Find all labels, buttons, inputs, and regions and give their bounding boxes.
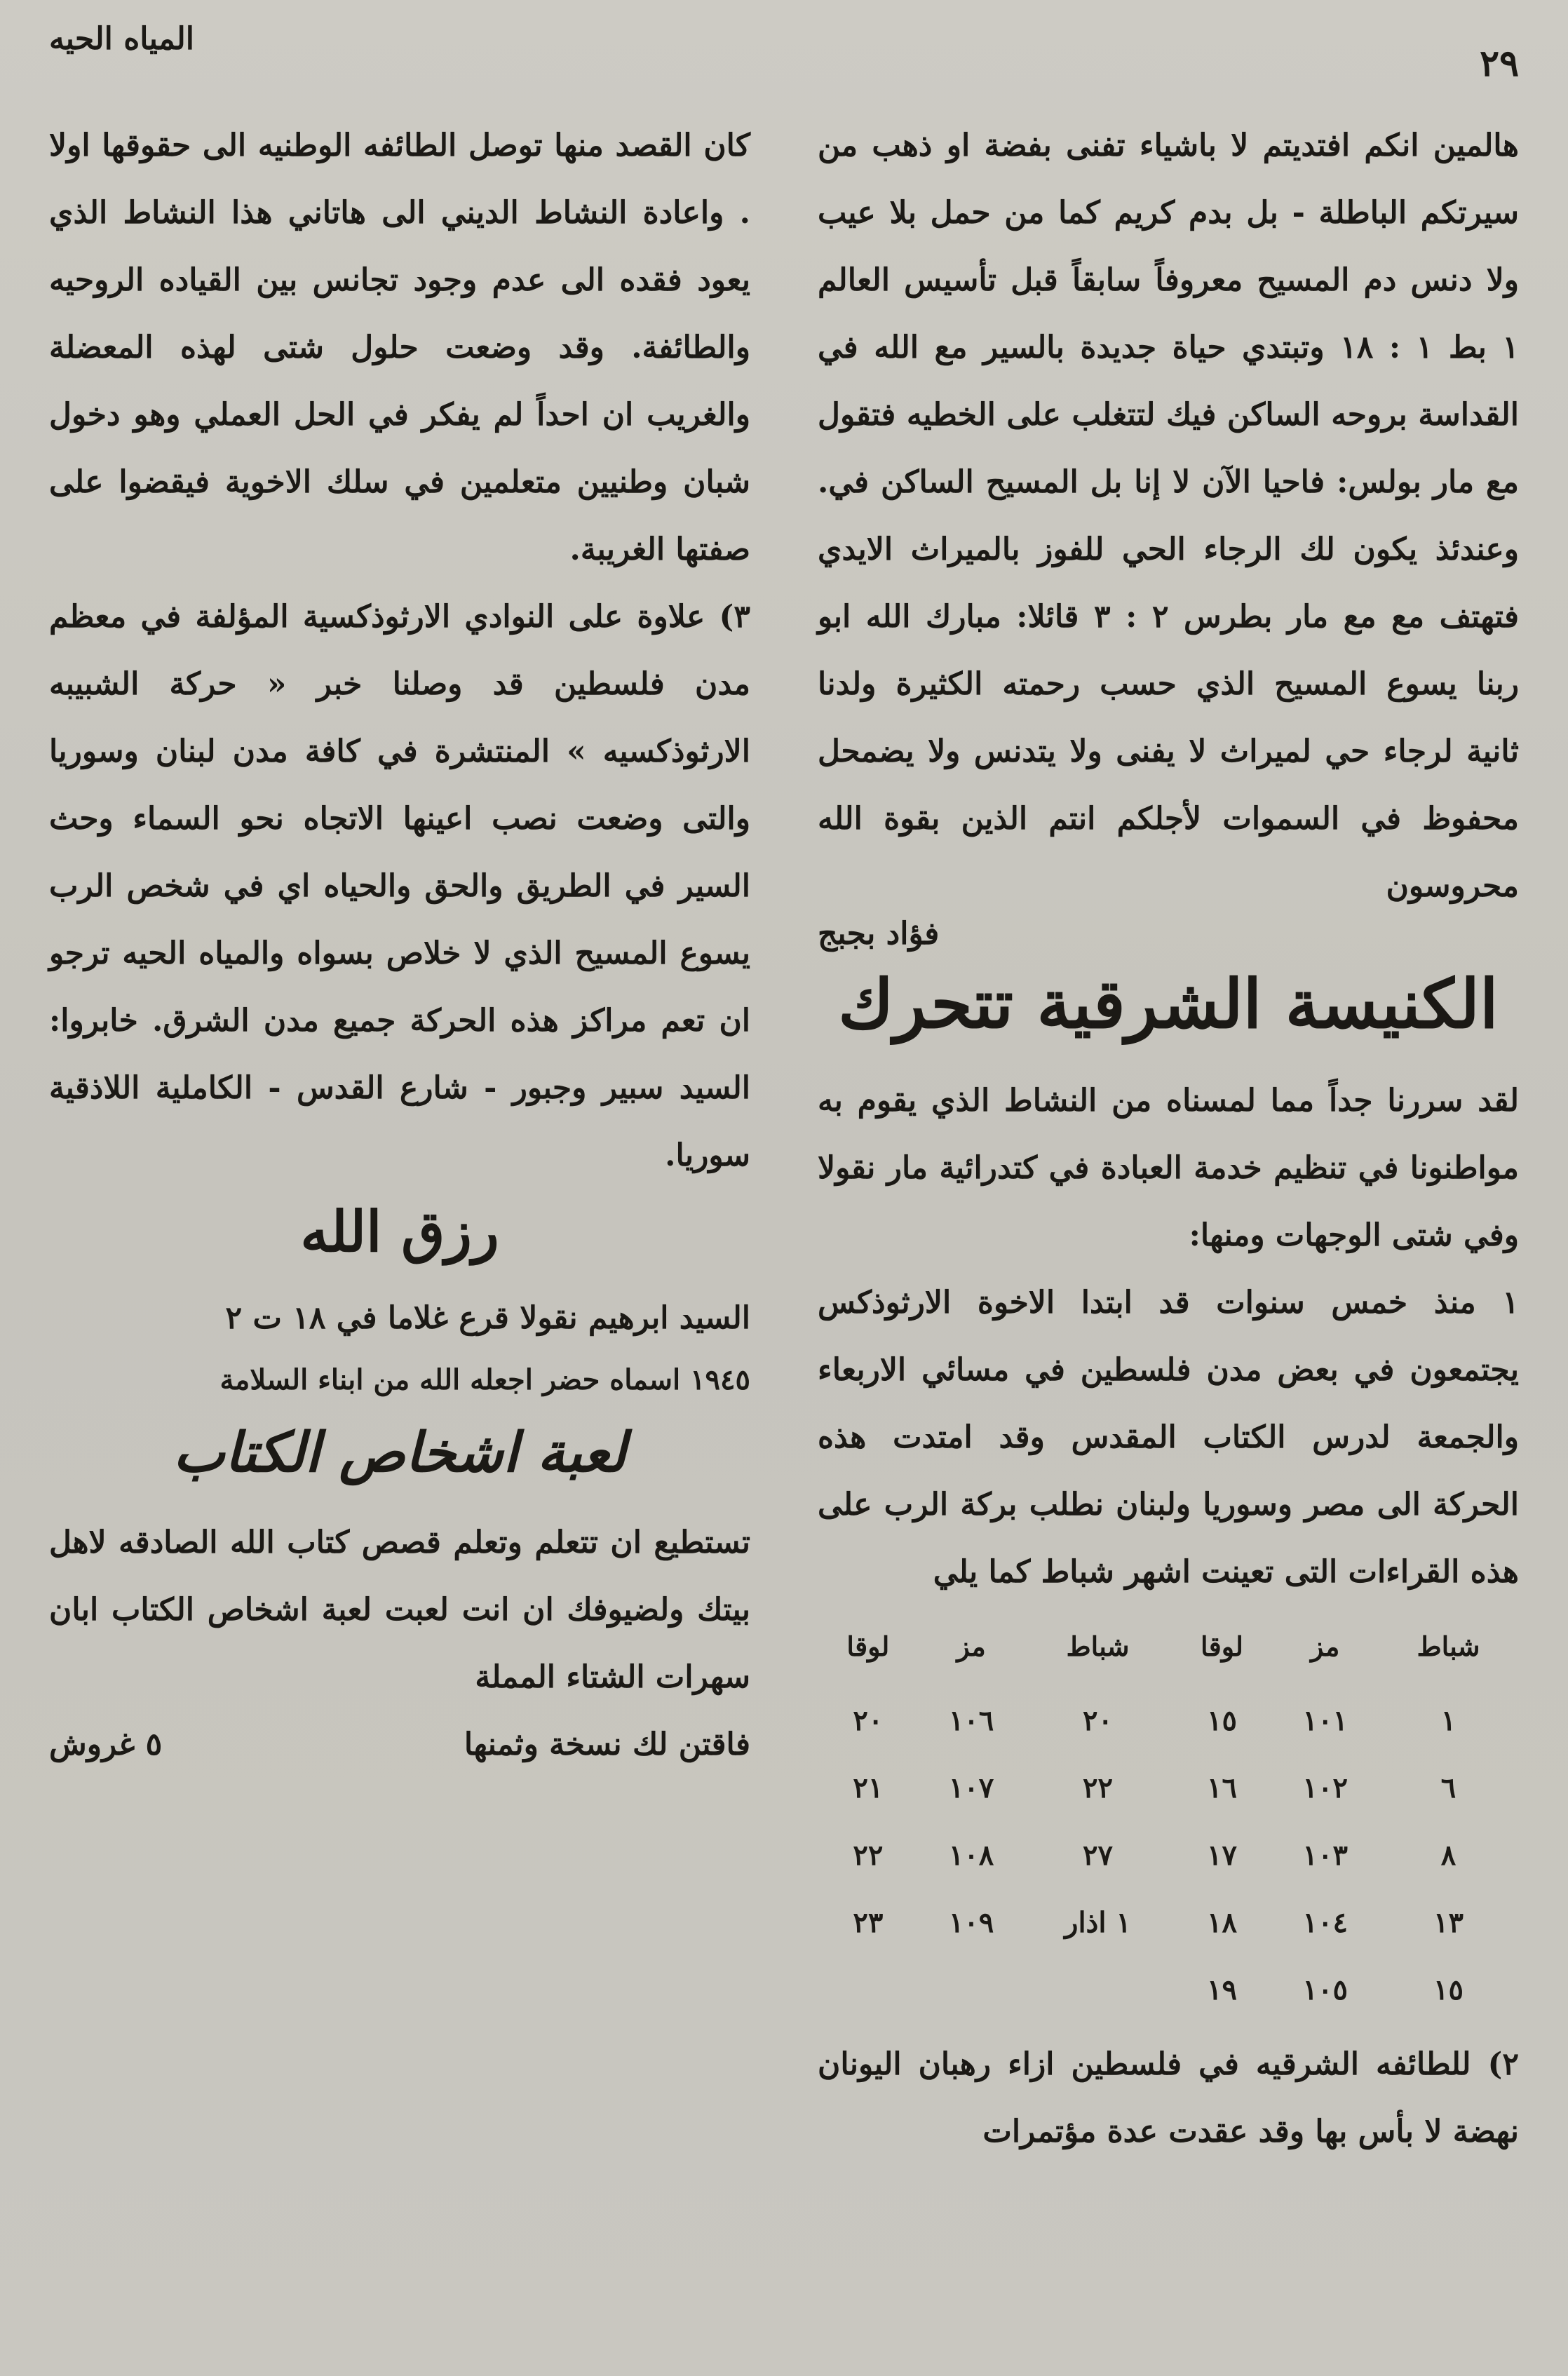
table-cell: ١٥	[1207, 1704, 1238, 1737]
bible-game-buy-text: فاقتن لك نسخة وثمنها	[464, 1727, 750, 1762]
table-row	[818, 1687, 1519, 1755]
table-row	[818, 1889, 1519, 1957]
table-cell: ٢٣	[853, 1906, 884, 1939]
section-title-eastern-church: الكنيسة الشرقية تتحرك	[838, 964, 1499, 1044]
table-cell: ١٠٥	[1302, 1973, 1348, 2006]
table-cell: ١٠٨	[948, 1839, 994, 1872]
page-number: ٢٩	[1480, 42, 1519, 85]
header-cell: لوقا	[846, 1631, 890, 1662]
table-cell: ١٧	[1207, 1839, 1238, 1872]
table-cell: ١٠٤	[1302, 1906, 1348, 1939]
table-cell: ٢١	[853, 1771, 884, 1804]
continuation-paragraph: كان القصد منها توصل الطائفه الوطنيه الى حقوقها اولا . واعادة النشاط الديني الى هاتاني هذا النشاط الذي يعود فقده الى عدم وجود تجانس بين القياده الروحيه والطائفة. وقد وضعت حلول شتى لهذه المعضلة والغريب ان احداً لم يفكر في الحل العملي وهو دخول شبان وطنيين متعلمين في سلك الاخوية فيقضوا على صفتها الغريبة.	[49, 128, 750, 567]
item-1-paragraph: ١ منذ خمس سنوات قد ابتدا الاخوة الارثوذكس يجتمعون في بعض مدن فلسطين في مسائي الاربعاء والجمعة لدرس الكتاب المقدس وقد امتدت هذه الحركة الى مصر وسوريا ولبنان نطلب بركة الرب على هذه القراءات التى تعينت اشهر شباط كما يلي	[818, 1285, 1519, 1590]
readings-table-header	[818, 1613, 1519, 1687]
bible-game-paragraph: تستطيع ان تتعلم وتعلم قصص كتاب الله الصادقه لاهل بيتك ولضيوفك ان انت لعبت لعبة اشخاص الكتاب ابان سهرات الشتاء المملة	[49, 1525, 750, 1695]
table-cell: ٨	[1440, 1839, 1457, 1872]
table-cell: ١٠٣	[1302, 1839, 1348, 1872]
table-cell: ٢٧	[1083, 1839, 1113, 1872]
bible-game-price-line	[49, 1711, 750, 1778]
table-row	[818, 1755, 1519, 1822]
table-cell: ١٨	[1207, 1906, 1238, 1939]
table-row	[818, 1957, 1519, 2024]
bible-game-title: لعبة اشخاص الكتاب	[173, 1421, 626, 1485]
item-3-paragraph: ٣) علاوة على النوادي الارثوذكسية المؤلفة في معظم مدن فلسطين قد وصلنا خبر « حركة الشبيبه الارثوذكسيه » المنتشرة في كافة مدن لبنان وسوريا والتى وضعت نصب اعينها الاتجاه نحو السماء وحث السير في الطريق والحق والحياه اي في شخص الرب يسوع المسيح الذي لا خلاص بسواه والمياه الحيه ترجو ان تعم مراكز هذه الحركة جميع مدن الشرق. خابروا: السيد سبير وجبور - شارع القدس - الكاملية اللاذقية سوريا.	[49, 599, 750, 1173]
running-head: المياه الحيه	[49, 21, 195, 57]
header-cell: مز	[957, 1631, 986, 1662]
birth-announcement-title: رزق الله	[300, 1199, 499, 1264]
table-cell: ١٣	[1433, 1906, 1464, 1939]
table-cell	[1024, 1957, 1171, 2024]
header-cell: شباط	[1417, 1631, 1480, 1662]
table-cell: ١٠١	[1302, 1704, 1348, 1737]
table-cell: ٢٠	[853, 1704, 884, 1737]
table-cell: ٢٢	[853, 1839, 884, 1872]
item-2-paragraph: ٢) للطائفه الشرقيه في فلسطين ازاء رهبان اليونان نهضة لا بأس بها وقد عقدت عدة مؤتمرات	[818, 2046, 1519, 2149]
birth-announcement-line-2: ١٩٤٥ اسماه حضر اجعله الله من ابناء السلامة	[219, 1363, 750, 1396]
opening-paragraph: هالمين انكم افتديتم لا باشياء تفنى بفضة او ذهب من سيرتكم الباطلة - بل بدم كريم كما من حمل بلا عيب ولا دنس دم المسيح معروفاً سابقاً قبل تأسيس العالم ١ بط ١ : ١٨ وتبتدي حياة جديدة بالسير مع الله في القداسة بروحه الساكن فيك لتتغلب على الخطيه فتقول مع مار بولس: فاحيا الآن لا إنا بل المسيح الساكن في. وعندئذ يكون لك الرجاء الحي للفوز بالميراث الايدي فتهتف مع مع مار بطرس ٢ : ٣ قائلا: مبارك الله ابو ربنا يسوع المسيح الذي حسب رحمته الكثيرة ولدنا ثانية لرجاء حي لميراث لا يفنى ولا يتدنس ولا يضمحل محفوظ في السموات لأجلكم انتم الذين بقوة الله محروسون	[818, 128, 1520, 904]
table-cell: ١٥	[1433, 1973, 1464, 2006]
author-signature: فؤاد بجبج	[818, 916, 940, 952]
bible-game-price: ٥ غروش	[49, 1727, 163, 1762]
left-column	[49, 112, 750, 2348]
birth-announcement	[49, 1288, 750, 1411]
table-cell: ١٠٧	[948, 1771, 994, 1804]
table-cell: ١٠٩	[948, 1906, 994, 1939]
table-cell	[818, 1957, 919, 2024]
birth-announcement-line-1: السيد ابرهيم نقولا قرع غلاما في ١٨ ت ٢	[225, 1300, 750, 1336]
table-cell: ١	[1440, 1704, 1457, 1737]
readings-table	[818, 1613, 1519, 2024]
table-cell: ٦	[1440, 1771, 1457, 1804]
header-cell: مز	[1311, 1631, 1340, 1662]
table-cell: ٢٢	[1083, 1771, 1113, 1804]
table-cell: ١٠٦	[948, 1704, 994, 1737]
table-cell	[919, 1957, 1025, 2024]
table-cell: ١٩	[1207, 1973, 1238, 2006]
intro-paragraph: لقد سررنا جداً مما لمسناه من النشاط الذي يقوم به مواطنونا في تنظيم خدمة العبادة في كتدرائية مار نقولا وفي شتى الوجهات ومنها:	[818, 1083, 1519, 1253]
right-column	[818, 112, 1519, 2348]
header-cell: لوقا	[1201, 1631, 1243, 1662]
table-row	[818, 1822, 1519, 1889]
table-cell: ٢٠	[1083, 1704, 1113, 1737]
table-cell: ١٠٢	[1302, 1771, 1348, 1804]
table-cell: ١ اذار	[1065, 1906, 1131, 1939]
table-cell: ١٦	[1207, 1771, 1238, 1804]
header-cell: شباط	[1066, 1631, 1130, 1662]
